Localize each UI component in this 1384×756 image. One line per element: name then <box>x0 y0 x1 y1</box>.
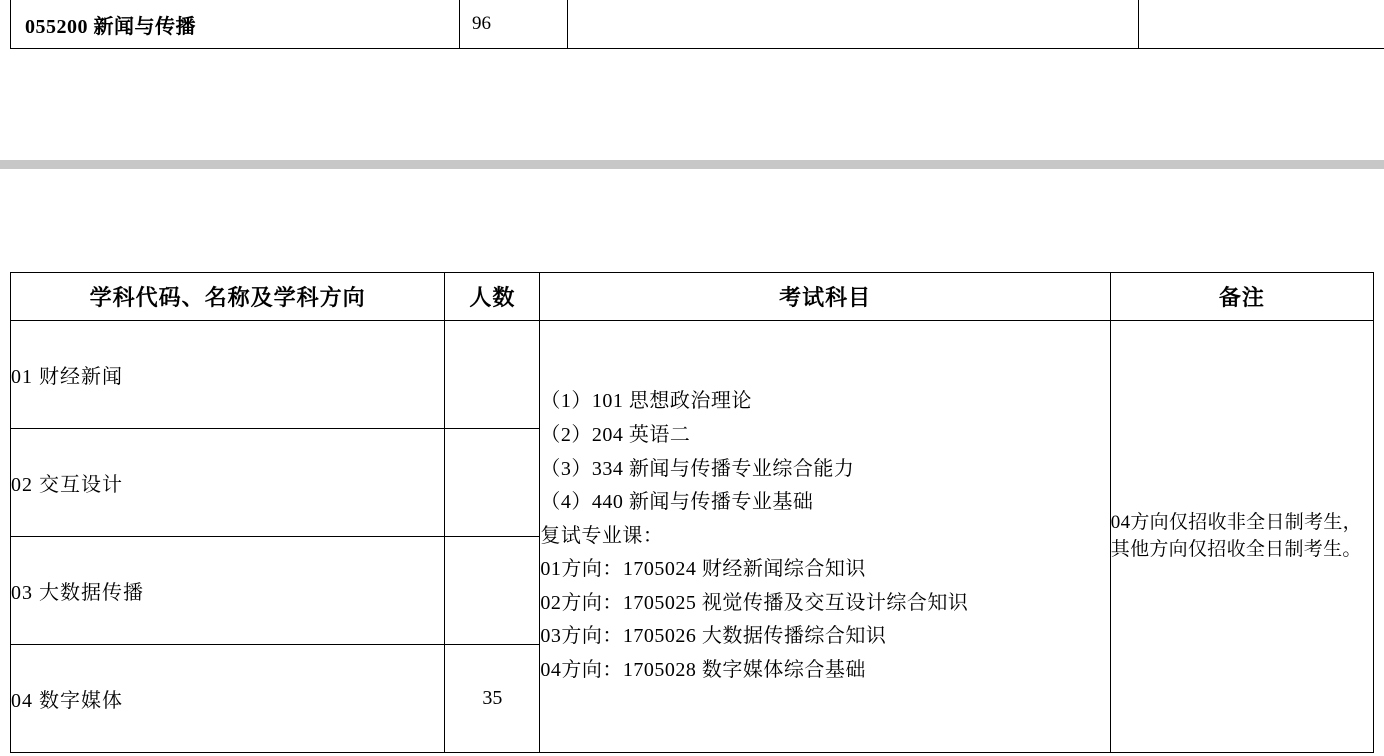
retest-subjects-title: 复试专业课： <box>540 524 664 547</box>
header-discipline-code-name: 学科代码、名称及学科方向 <box>11 273 445 321</box>
header-count: 人数 <box>445 273 540 321</box>
retest-subject-line: 01方向：1705024 财经新闻综合知识 <box>540 558 866 581</box>
header-remarks: 备注 <box>1110 273 1373 321</box>
direction-count: 35 <box>445 645 540 753</box>
direction-label: 02 交互设计 <box>11 429 445 537</box>
direction-label: 01 财经新闻 <box>11 321 445 429</box>
table-row <box>11 321 1374 429</box>
header-exam-subjects: 考试科目 <box>540 273 1110 321</box>
previous-program-table <box>10 0 1384 49</box>
direction-count <box>445 321 540 429</box>
program-directions-table <box>10 272 1374 753</box>
retest-subject-line: 03方向：1705026 大数据传播综合知识 <box>540 625 887 648</box>
program-count-cell: 96 <box>460 0 568 49</box>
table-row <box>11 0 1384 49</box>
direction-count <box>445 537 540 645</box>
program-notes-cell <box>1139 0 1384 49</box>
retest-subject-line: 02方向：1705025 视觉传播及交互设计综合知识 <box>540 591 969 614</box>
exam-subjects-cell <box>540 321 1110 753</box>
subject-line: （3）334 新闻与传播专业综合能力 <box>540 457 855 480</box>
retest-subject-line: 04方向：1705028 数字媒体综合基础 <box>540 659 866 682</box>
subject-line: （1）101 思想政治理论 <box>540 390 752 413</box>
table-header-row <box>11 273 1374 321</box>
direction-label: 03 大数据传播 <box>11 537 445 645</box>
subject-line: （2）204 英语二 <box>540 423 691 446</box>
subject-line: （4）440 新闻与传播专业基础 <box>540 491 814 514</box>
direction-label: 04 数字媒体 <box>11 645 445 753</box>
direction-count <box>445 429 540 537</box>
program-code-name-cell: 055200 新闻与传播 <box>11 0 460 49</box>
page-break-divider <box>0 160 1384 169</box>
remarks-cell: 04方向仅招收非全日制考生，其他方向仅招收全日制考生。 <box>1110 321 1373 753</box>
program-subjects-cell <box>568 0 1139 49</box>
